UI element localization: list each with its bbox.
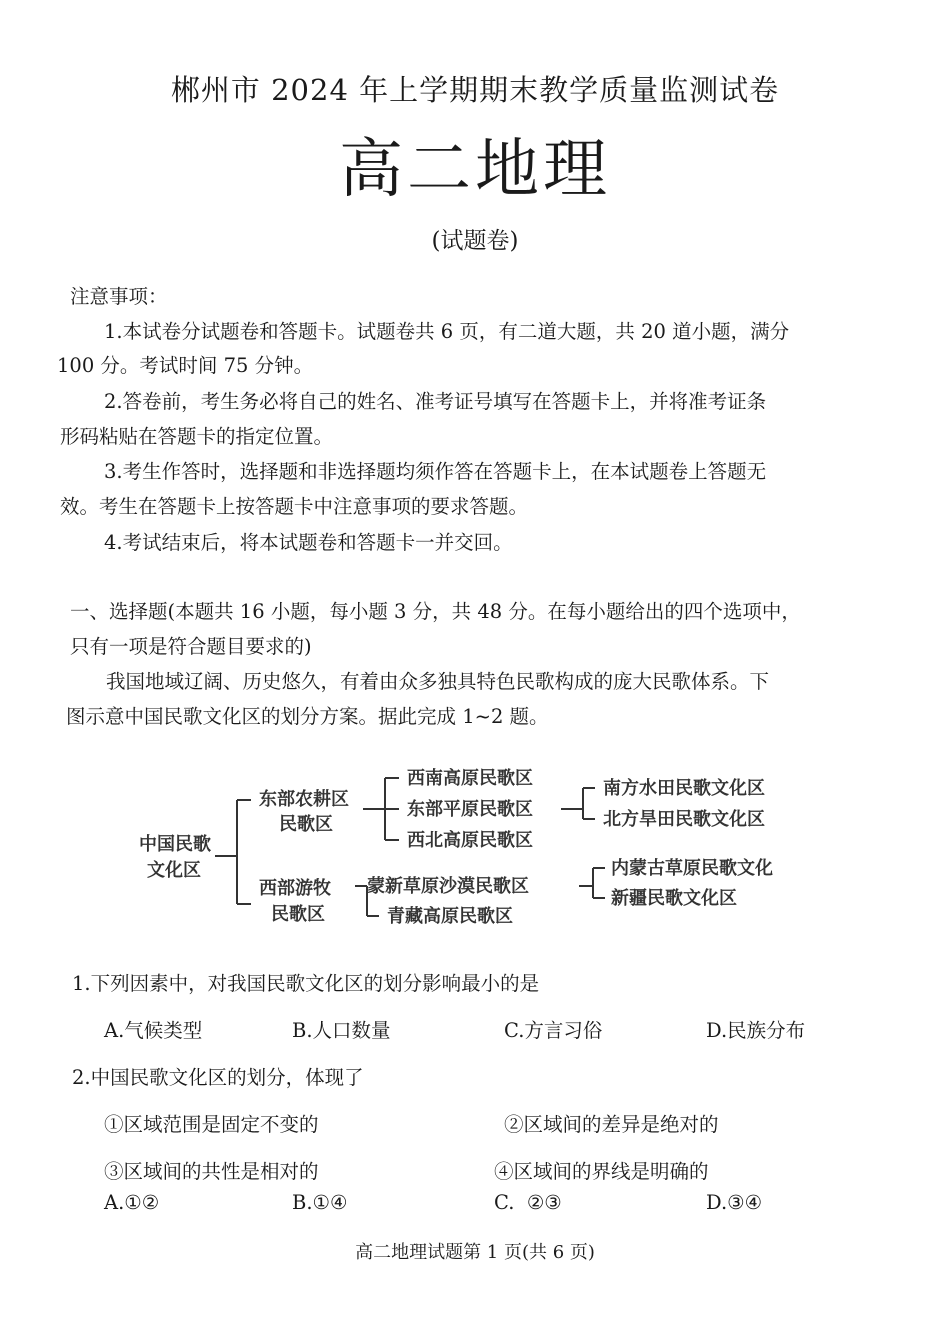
- node-west-line2: 民歌区: [271, 904, 325, 925]
- notice-item-4: 4.考试结束后，将本试题卷和答题卡一并交回。: [104, 531, 513, 554]
- node-eastern-plain: 东部平原民歌区: [407, 799, 533, 820]
- intro-text: 我国地域辽阔、历史悠久，有着由众多独具特色民歌构成的庞大民歌体系。下: [106, 670, 770, 693]
- node-south-paddy: 南方水田民歌文化区: [603, 778, 765, 799]
- q2-option-a: A.①②: [104, 1191, 160, 1214]
- q1-option-d: D.民族分布: [706, 1019, 806, 1042]
- section-heading: 一、选择题(本题共 16 小题，每小题 3 分，共 48 分。在每小题给出的四个选项中，: [70, 600, 801, 623]
- node-qinghai-tibet: 青藏高原民歌区: [387, 906, 513, 927]
- section-heading-cont: 只有一项是符合题目要求的): [70, 635, 312, 658]
- q2-statement-2: ②区域间的差异是绝对的: [504, 1113, 719, 1136]
- notice-item-2-cont: 形码粘贴在答题卡的指定位置。: [60, 425, 334, 448]
- subject-title: 高二地理: [339, 133, 611, 207]
- paper-type: (试题卷): [431, 228, 519, 254]
- node-inner-mongolia: 内蒙古草原民歌文化: [611, 858, 773, 879]
- notice-item-2: 2.答卷前，考生务必将自己的姓名、准考证号填写在答题卡上，并将准考证条: [104, 390, 767, 413]
- q2-option-c: C. ②③: [494, 1191, 562, 1214]
- q1-option-b: B.人口数量: [292, 1019, 391, 1042]
- node-northwest-plateau: 西北高原民歌区: [407, 830, 533, 851]
- node-root-line1: 中国民歌: [139, 834, 211, 855]
- question-1-stem: 1.下列因素中，对我国民歌文化区的划分影响最小的是: [72, 972, 540, 995]
- page-footer: 高二地理试题第 1 页(共 6 页): [355, 1242, 595, 1263]
- q2-option-b: B.①④: [292, 1191, 348, 1214]
- question-2-stem: 2.中国民歌文化区的划分，体现了: [72, 1066, 364, 1089]
- node-mongolia-xinjiang: 蒙新草原沙漠民歌区: [367, 876, 529, 897]
- node-north-dryland: 北方旱田民歌文化区: [603, 809, 765, 830]
- notice-item-1-cont: 100 分。考试时间 75 分钟。: [57, 354, 314, 377]
- exam-title: 郴州市 2024 年上学期期末教学质量监测试卷: [170, 73, 780, 107]
- notice-item-3: 3.考生作答时，选择题和非选择题均须作答在答题卡上，在本试题卷上答题无: [104, 460, 767, 483]
- node-west-line1: 西部游牧: [259, 878, 331, 899]
- q2-statement-1: ①区域范围是固定不变的: [104, 1113, 319, 1136]
- q1-option-c: C.方言习俗: [504, 1019, 603, 1042]
- q1-option-a: A.气候类型: [104, 1019, 203, 1042]
- q2-option-d: D.③④: [706, 1191, 763, 1214]
- folk-song-diagram: [127, 758, 817, 936]
- node-east-line1: 东部农耕区: [259, 789, 349, 810]
- q2-statement-4: ④区域间的界线是明确的: [494, 1160, 709, 1183]
- node-southwest-plateau: 西南高原民歌区: [407, 768, 533, 789]
- node-east-line2: 民歌区: [279, 814, 333, 835]
- notice-heading: 注意事项：: [70, 285, 168, 308]
- intro-text-cont: 图示意中国民歌文化区的划分方案。据此完成 1~2 题。: [66, 705, 549, 728]
- notice-item-3-cont: 效。考生在答题卡上按答题卡中注意事项的要求答题。: [60, 495, 529, 518]
- node-root-line2: 文化区: [147, 860, 201, 881]
- node-xinjiang: 新疆民歌文化区: [611, 888, 737, 909]
- q2-statement-3: ③区域间的共性是相对的: [104, 1160, 319, 1183]
- notice-item-1: 1.本试卷分试题卷和答题卡。试题卷共 6 页，有二道大题，共 20 道小题，满分: [104, 320, 790, 343]
